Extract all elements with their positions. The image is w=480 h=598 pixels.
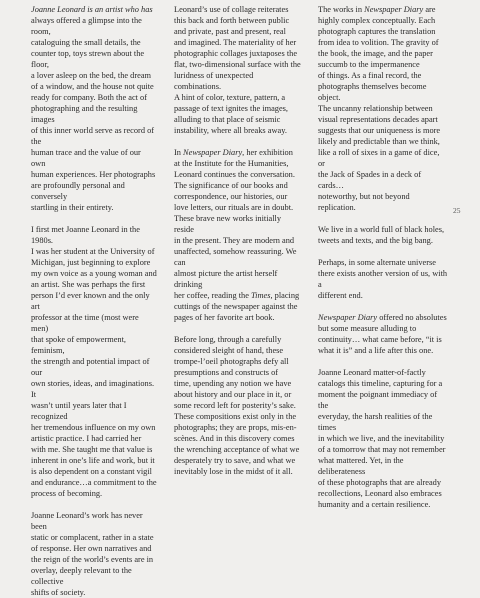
text-line bbox=[318, 4, 448, 15]
text-line bbox=[318, 224, 448, 235]
text-run: flat, two-dimensional surface with the bbox=[174, 60, 301, 69]
text-run: what mattered. Yet, in the deliberateness bbox=[318, 456, 404, 476]
text-run: in which we live, and the inevitability bbox=[318, 434, 445, 443]
text-line bbox=[31, 554, 157, 565]
text-line bbox=[318, 389, 448, 411]
text-run: photographs themselves become object. bbox=[318, 82, 427, 102]
text-run: The significance of our books and bbox=[174, 181, 288, 190]
text-run: Perhaps, in some alternate universe bbox=[318, 258, 436, 267]
paragraph bbox=[31, 4, 157, 213]
text-line bbox=[318, 499, 448, 510]
text-run: with me. She taught me that value is bbox=[31, 445, 153, 454]
text-line bbox=[174, 345, 302, 356]
text-run: startling in their entirety. bbox=[31, 203, 114, 212]
text-line bbox=[174, 389, 302, 400]
text-run: offered no absolutes bbox=[377, 313, 447, 322]
text-run: own stories, ideas, and imaginations. It bbox=[31, 379, 155, 399]
text-run: ready for company. Both the act of bbox=[31, 93, 147, 102]
text-line bbox=[31, 477, 157, 488]
text-line bbox=[174, 169, 302, 180]
text-line bbox=[174, 4, 302, 15]
text-line bbox=[31, 48, 157, 70]
text-line bbox=[31, 224, 157, 246]
text-run: We live in a world full of black holes, bbox=[318, 225, 445, 234]
text-run: the wrenching acceptance of what we bbox=[174, 445, 300, 454]
text-run: highly complex conceptually. Each bbox=[318, 16, 436, 25]
text-run: I was her student at the University of bbox=[31, 247, 155, 256]
text-run: the Jack of Spades in a deck of cards… bbox=[318, 170, 422, 190]
text-line bbox=[31, 433, 157, 444]
text-run: Leonard’s use of collage reiterates bbox=[174, 5, 289, 14]
text-line bbox=[174, 367, 302, 378]
text-line bbox=[31, 15, 157, 37]
text-run: photographic collages juxtaposes the bbox=[174, 49, 298, 58]
text-line bbox=[31, 279, 157, 290]
text-run: inherent in one’s life and work, but it bbox=[31, 456, 155, 465]
text-run: scènes. And in this discovery comes bbox=[174, 434, 295, 443]
text-line bbox=[31, 444, 157, 455]
text-run: are bbox=[423, 5, 436, 14]
text-line bbox=[31, 532, 157, 543]
paragraph bbox=[31, 224, 157, 499]
text-run: of this inner world serve as record of the bbox=[31, 126, 155, 146]
text-run: and private, past and present, real bbox=[174, 27, 286, 36]
text-run: passage of text ignites the images, bbox=[174, 104, 289, 113]
text-line bbox=[31, 356, 157, 378]
page-number: 25 bbox=[453, 206, 461, 215]
text-line bbox=[174, 15, 302, 26]
text-line bbox=[31, 510, 157, 532]
text-line bbox=[174, 37, 302, 48]
text-line bbox=[318, 114, 448, 125]
paragraph bbox=[174, 334, 302, 477]
text-line bbox=[174, 301, 302, 312]
text-line bbox=[318, 147, 448, 169]
text-line bbox=[318, 367, 448, 378]
text-run: noteworthy, but not beyond replication. bbox=[318, 192, 410, 212]
text-line bbox=[174, 290, 302, 301]
text-run: are profoundly personal and conversely bbox=[31, 181, 125, 201]
text-run: trompe-l’oeil photographs defy all bbox=[174, 357, 289, 366]
text-run: but some measure alluding to bbox=[318, 324, 417, 333]
text-line bbox=[31, 169, 157, 180]
text-run: pages of her favorite art book. bbox=[174, 313, 275, 322]
paragraph bbox=[318, 367, 448, 510]
text-run: the book, the image, and the paper bbox=[318, 49, 433, 58]
text-run: of a tomorrow that may not remember bbox=[318, 445, 446, 454]
text-line bbox=[31, 70, 157, 81]
text-line bbox=[318, 323, 448, 334]
text-line bbox=[174, 147, 302, 158]
text-line bbox=[31, 400, 157, 422]
text-run: her tremendous influence on my own bbox=[31, 423, 156, 432]
text-line bbox=[174, 455, 302, 466]
paragraph bbox=[31, 510, 157, 598]
text-line bbox=[318, 378, 448, 389]
text-line bbox=[174, 246, 302, 268]
text-run: and imagined. The materiality of her bbox=[174, 38, 297, 47]
text-line bbox=[318, 488, 448, 499]
text-line bbox=[174, 59, 302, 70]
text-run: continuity… what came before, “it is bbox=[318, 335, 442, 344]
text-run: a lover asleep on the bed, the dream bbox=[31, 71, 152, 80]
text-line bbox=[318, 169, 448, 191]
text-run: process of becoming. bbox=[31, 489, 103, 498]
text-line bbox=[31, 466, 157, 477]
text-run: catalogs this timeline, capturing for a bbox=[318, 379, 443, 388]
text-line bbox=[318, 125, 448, 136]
text-line bbox=[174, 180, 302, 191]
text-line bbox=[318, 15, 448, 26]
text-run: cuttings of the newspaper against the bbox=[174, 302, 298, 311]
text-run: about history and our place in it, or bbox=[174, 390, 292, 399]
text-run: almost picture the artist herself drinking bbox=[174, 269, 278, 289]
paragraph bbox=[318, 224, 448, 246]
text-run: always offered a glimpse into the room, bbox=[31, 16, 142, 36]
text-run: , placing bbox=[270, 291, 300, 300]
text-run: inevitably lose in the midst of it all. bbox=[174, 467, 293, 476]
text-line bbox=[174, 411, 302, 422]
italic-text-run: Times bbox=[250, 291, 271, 300]
text-line bbox=[31, 92, 157, 103]
text-run: In bbox=[174, 148, 184, 157]
text-line bbox=[31, 543, 157, 554]
text-line bbox=[318, 290, 448, 301]
text-line bbox=[318, 136, 448, 147]
text-line bbox=[318, 257, 448, 268]
text-run: at the Institute for the Humanities, bbox=[174, 159, 289, 168]
paragraph bbox=[318, 312, 448, 356]
text-run: is also dependent on a constant vigil bbox=[31, 467, 152, 476]
text-run: like a roll of sixes in a game of dice, or bbox=[318, 148, 440, 168]
text-line bbox=[174, 235, 302, 246]
text-run: the strength and potential impact of our bbox=[31, 357, 150, 377]
text-run: there exists another version of us, with a bbox=[318, 269, 448, 289]
text-line bbox=[318, 312, 448, 323]
text-line bbox=[318, 37, 448, 48]
text-run: of a window, and the house not quite bbox=[31, 82, 154, 91]
text-line bbox=[174, 444, 302, 455]
paragraph bbox=[318, 4, 448, 213]
text-line bbox=[318, 70, 448, 81]
text-line bbox=[31, 312, 157, 334]
text-line bbox=[31, 4, 157, 15]
text-line bbox=[174, 378, 302, 389]
text-run: visual representations decades apart bbox=[318, 115, 438, 124]
italic-text-run: Newspaper Diary bbox=[318, 313, 378, 322]
text-line bbox=[31, 290, 157, 312]
text-line bbox=[31, 565, 157, 587]
text-line bbox=[318, 268, 448, 290]
text-run: artistic practice. I had carried her bbox=[31, 434, 142, 443]
text-line bbox=[31, 246, 157, 257]
text-run: what it is” and a life after this one. bbox=[318, 346, 434, 355]
text-run: These brave new works initially reside bbox=[174, 214, 282, 234]
text-run: this back and forth between public bbox=[174, 16, 290, 25]
text-run: humanity and a certain resilience. bbox=[318, 500, 431, 509]
text-run: professor at the time (most were men) bbox=[31, 313, 139, 333]
text-line bbox=[31, 180, 157, 202]
text-run: , her exhibition bbox=[242, 148, 293, 157]
text-line bbox=[174, 400, 302, 411]
text-line bbox=[174, 466, 302, 477]
text-line bbox=[31, 37, 157, 48]
text-line bbox=[174, 191, 302, 202]
text-run: human experiences. Her photographs bbox=[31, 170, 156, 179]
text-run: overlay, deeply relevant to the collective bbox=[31, 566, 132, 586]
text-run: tweets and texts, and the big bang. bbox=[318, 236, 433, 245]
text-run: likely and predictable than we think, bbox=[318, 137, 440, 146]
paragraph bbox=[174, 4, 302, 136]
text-run: shifts of society. bbox=[31, 588, 86, 597]
text-run: correspondence, our histories, our bbox=[174, 192, 288, 201]
text-run: wasn’t until years later that I recognized bbox=[31, 401, 127, 421]
text-run: love letters, our rituals are in doubt. bbox=[174, 203, 294, 212]
text-run: some record left for posterity’s sake. bbox=[174, 401, 296, 410]
text-line bbox=[318, 48, 448, 59]
text-line bbox=[31, 334, 157, 356]
text-line bbox=[318, 26, 448, 37]
text-line bbox=[318, 334, 448, 345]
text-line bbox=[174, 70, 302, 92]
text-run: desperately try to save, and what we bbox=[174, 456, 296, 465]
text-line bbox=[31, 268, 157, 279]
text-line bbox=[31, 81, 157, 92]
text-run: of these photographs that are already bbox=[318, 478, 442, 487]
text-run: alluding to that place of seismic bbox=[174, 115, 281, 124]
text-line bbox=[174, 114, 302, 125]
text-line bbox=[31, 455, 157, 466]
text-line bbox=[31, 103, 157, 125]
text-column-1 bbox=[31, 4, 157, 598]
text-line bbox=[31, 147, 157, 169]
text-run: I first met Joanne Leonard in the 1980s. bbox=[31, 225, 140, 245]
text-line bbox=[31, 587, 157, 598]
text-run: photograph captures the translation bbox=[318, 27, 436, 36]
text-line bbox=[31, 125, 157, 147]
text-line bbox=[318, 235, 448, 246]
italic-text-run: Joanne Leonard is an artist who has bbox=[31, 5, 153, 14]
text-run: of response. Her own narratives and bbox=[31, 544, 152, 553]
text-line bbox=[174, 213, 302, 235]
text-run: presumptions and constructs of bbox=[174, 368, 279, 377]
text-run: my own voice as a young woman and bbox=[31, 269, 157, 278]
text-line bbox=[174, 334, 302, 345]
text-run: Before long, through a carefully bbox=[174, 335, 282, 344]
text-run: Leonard continues the conversation. bbox=[174, 170, 295, 179]
paragraph bbox=[174, 147, 302, 323]
text-run: The uncanny relationship between bbox=[318, 104, 433, 113]
paragraph bbox=[318, 257, 448, 301]
text-run: photographs; they are props, mis-en- bbox=[174, 423, 297, 432]
text-run: These compositions exist only in the bbox=[174, 412, 297, 421]
text-run: in the present. They are modern and bbox=[174, 236, 295, 245]
text-run: instability, where all breaks away. bbox=[174, 126, 287, 135]
text-line bbox=[31, 202, 157, 213]
text-run: Michigan, just beginning to explore bbox=[31, 258, 151, 267]
text-run: everyday, the harsh realities of the times bbox=[318, 412, 433, 432]
text-run: static or complacent, rather in a state bbox=[31, 533, 154, 542]
text-run: counter top, toys strewn about the floor, bbox=[31, 49, 145, 69]
text-run: different end. bbox=[318, 291, 363, 300]
text-line bbox=[318, 477, 448, 488]
text-line bbox=[174, 103, 302, 114]
text-line bbox=[174, 433, 302, 444]
text-line bbox=[318, 345, 448, 356]
text-run: her coffee, reading the bbox=[174, 291, 251, 300]
text-line bbox=[318, 444, 448, 455]
text-column-3 bbox=[318, 4, 448, 510]
text-run: of things. As a final record, the bbox=[318, 71, 422, 80]
text-line bbox=[318, 81, 448, 103]
text-run: the reign of the world’s events are in bbox=[31, 555, 154, 564]
text-line bbox=[174, 125, 302, 136]
text-line bbox=[31, 378, 157, 400]
text-run: cataloguing the small details, the bbox=[31, 38, 141, 47]
text-run: moment the poignant immediacy of the bbox=[318, 390, 438, 410]
text-run: an artist. She was perhaps the first bbox=[31, 280, 146, 289]
text-run: and endurance…a commitment to the bbox=[31, 478, 157, 487]
text-run: The works in bbox=[318, 5, 365, 14]
text-line bbox=[174, 158, 302, 169]
text-line bbox=[318, 455, 448, 477]
text-line bbox=[318, 411, 448, 433]
italic-text-run: Newspaper Diary bbox=[364, 5, 424, 14]
text-column-2 bbox=[174, 4, 302, 477]
text-line bbox=[174, 48, 302, 59]
text-line bbox=[318, 59, 448, 70]
text-run: recollections, Leonard also embraces bbox=[318, 489, 442, 498]
text-line bbox=[174, 26, 302, 37]
text-run: Joanne Leonard matter-of-factly bbox=[318, 368, 426, 377]
text-run: that spoke of empowerment, feminism, bbox=[31, 335, 126, 355]
text-line bbox=[174, 268, 302, 290]
text-line bbox=[31, 422, 157, 433]
text-run: photographing and the resulting images bbox=[31, 104, 138, 124]
text-line bbox=[318, 191, 448, 213]
text-run: luridness of unexpected combinations. bbox=[174, 71, 254, 91]
text-run: from idea to volition. The gravity of bbox=[318, 38, 439, 47]
text-line bbox=[174, 312, 302, 323]
text-line bbox=[318, 103, 448, 114]
italic-text-run: Newspaper Diary bbox=[183, 148, 243, 157]
text-run: A hint of color, texture, pattern, a bbox=[174, 93, 286, 102]
text-run: person I’d ever known and the only art bbox=[31, 291, 150, 311]
text-line bbox=[174, 422, 302, 433]
text-line bbox=[31, 488, 157, 499]
text-line bbox=[174, 92, 302, 103]
text-run: Joanne Leonard’s work has never been bbox=[31, 511, 143, 531]
text-run: human trace and the value of our own bbox=[31, 148, 141, 168]
text-run: considered sleight of hand, these bbox=[174, 346, 284, 355]
text-line bbox=[31, 257, 157, 268]
text-line bbox=[174, 356, 302, 367]
text-run: unaffected, somehow reassuring. We can bbox=[174, 247, 297, 267]
text-run: suggests that our uniqueness is more bbox=[318, 126, 441, 135]
text-run: succumb to the impermanence bbox=[318, 60, 420, 69]
text-line bbox=[174, 202, 302, 213]
text-line bbox=[318, 433, 448, 444]
text-run: time, upending any notion we have bbox=[174, 379, 292, 388]
